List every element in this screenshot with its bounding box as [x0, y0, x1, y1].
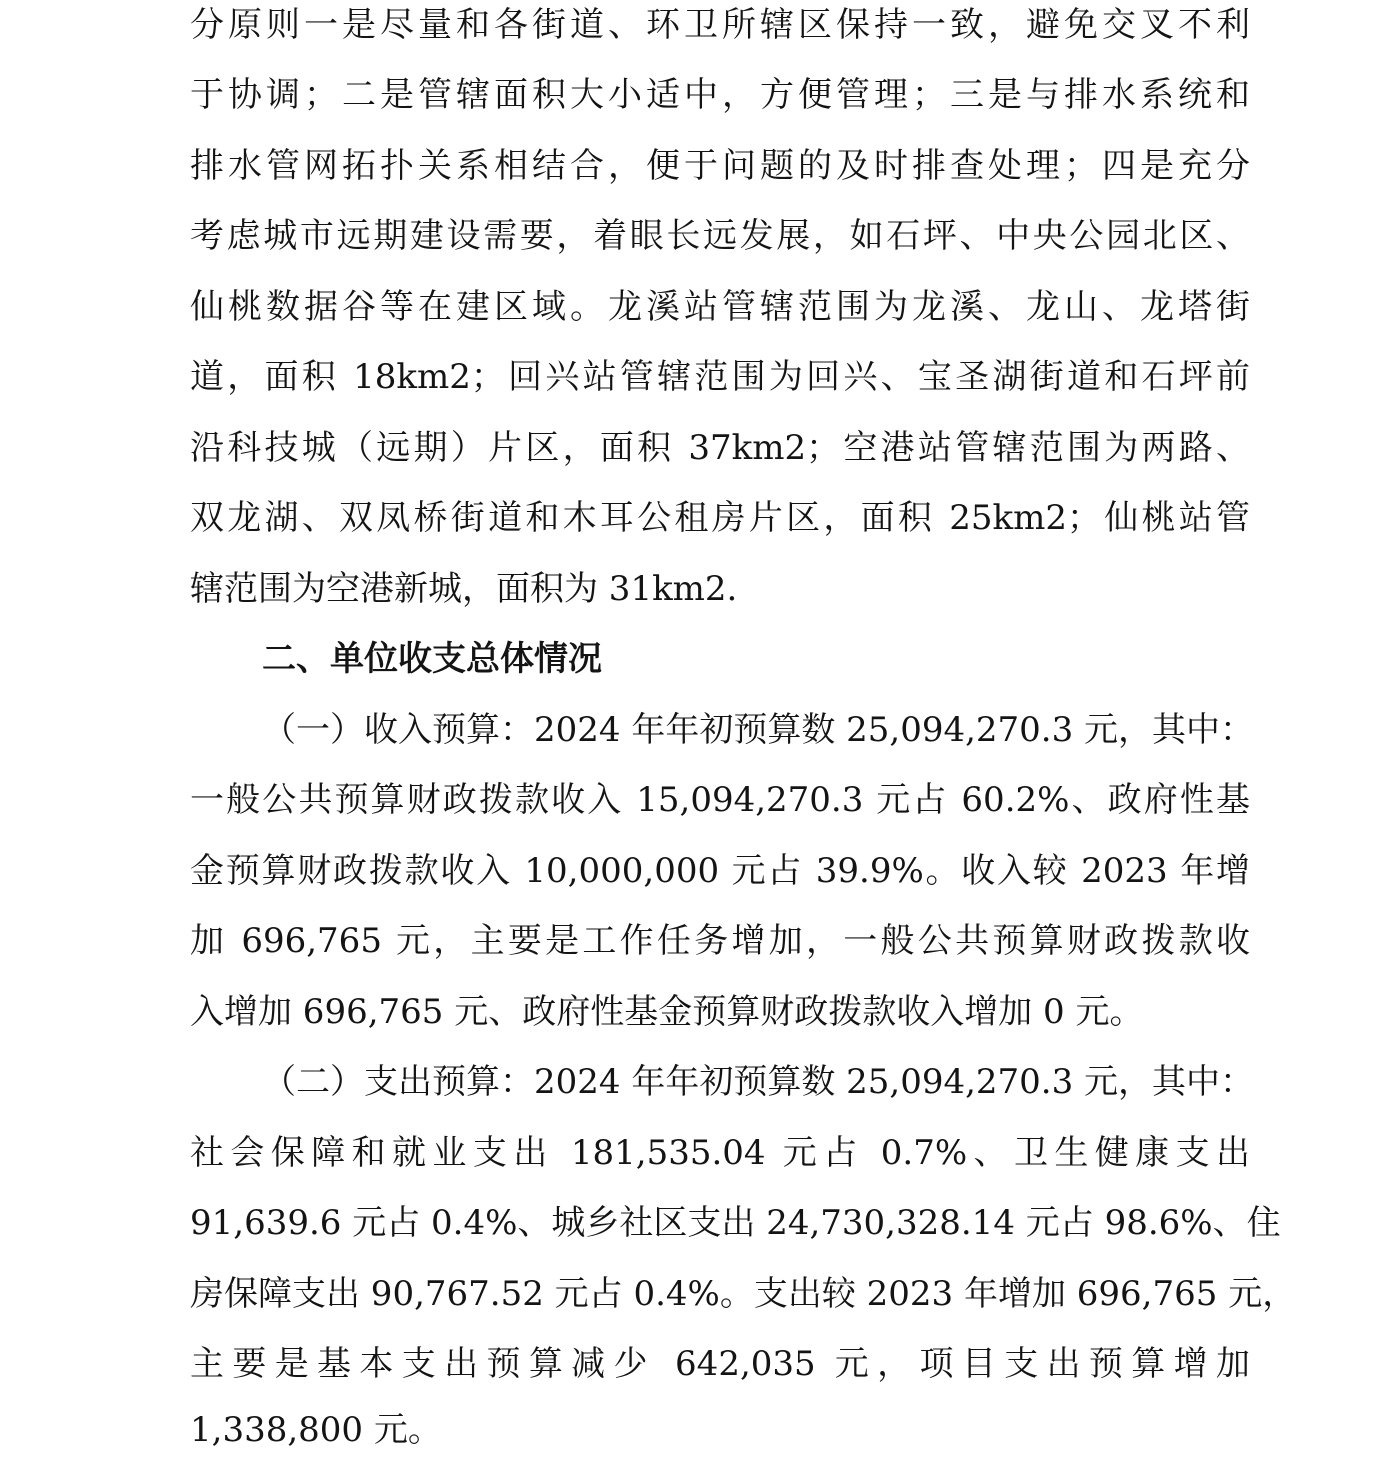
text-line: 房保障支出 90,767.52 元占 0.4%。支出较 2023 年增加 696,765 元，	[190, 1274, 1297, 1314]
text-line: 仙桃数据谷等在建区域。龙溪站管辖范围为龙溪、龙山、龙塔街	[190, 287, 1250, 327]
text-line: 1,338,800 元。	[190, 1410, 442, 1450]
text-line: 排水管网拓扑关系相结合，便于问题的及时排查处理；四是充分	[190, 146, 1250, 186]
text-line: （一）收入预算：2024 年年初预算数 25,094,270.3 元，其中：	[262, 710, 1255, 750]
text-line: 一般公共预算财政拨款收入 15,094,270.3 元占 60.2%、政府性基	[190, 780, 1250, 820]
section-heading: 二、单位收支总体情况	[262, 639, 602, 679]
text-line: 道，面积 18km2；回兴站管辖范围为回兴、宝圣湖街道和石坪前	[190, 357, 1250, 397]
text-line: 于协调；二是管辖面积大小适中，方便管理；三是与排水系统和	[190, 75, 1250, 115]
text-line: 辖范围为空港新城，面积为 31km2.	[190, 569, 738, 609]
text-line: 双龙湖、双凤桥街道和木耳公租房片区，面积 25km2；仙桃站管	[190, 498, 1250, 538]
text-line: 加 696,765 元，主要是工作任务增加，一般公共预算财政拨款收	[190, 921, 1250, 961]
text-line: 分原则一是尽量和各街道、环卫所辖区保持一致，避免交叉不利	[190, 5, 1250, 45]
text-line: 沿科技城（远期）片区，面积 37km2；空港站管辖范围为两路、	[190, 428, 1250, 468]
text-line: 入增加 696,765 元、政府性基金预算财政拨款收入增加 0 元。	[190, 992, 1144, 1032]
text-line: 91,639.6 元占 0.4%、城乡社区支出 24,730,328.14 元占 98.6%、住	[190, 1203, 1281, 1243]
text-line: 考虑城市远期建设需要，着眼长远发展，如石坪、中央公园北区、	[190, 216, 1250, 256]
text-line: （二）支出预算：2024 年年初预算数 25,094,270.3 元，其中：	[262, 1062, 1255, 1102]
text-line: 社会保障和就业支出 181,535.04 元占 0.7%、卫生健康支出	[190, 1133, 1250, 1173]
text-line: 主要是基本支出预算减少 642,035 元，项目支出预算增加	[190, 1344, 1250, 1384]
text-line: 金预算财政拨款收入 10,000,000 元占 39.9%。收入较 2023 年增	[190, 851, 1250, 891]
